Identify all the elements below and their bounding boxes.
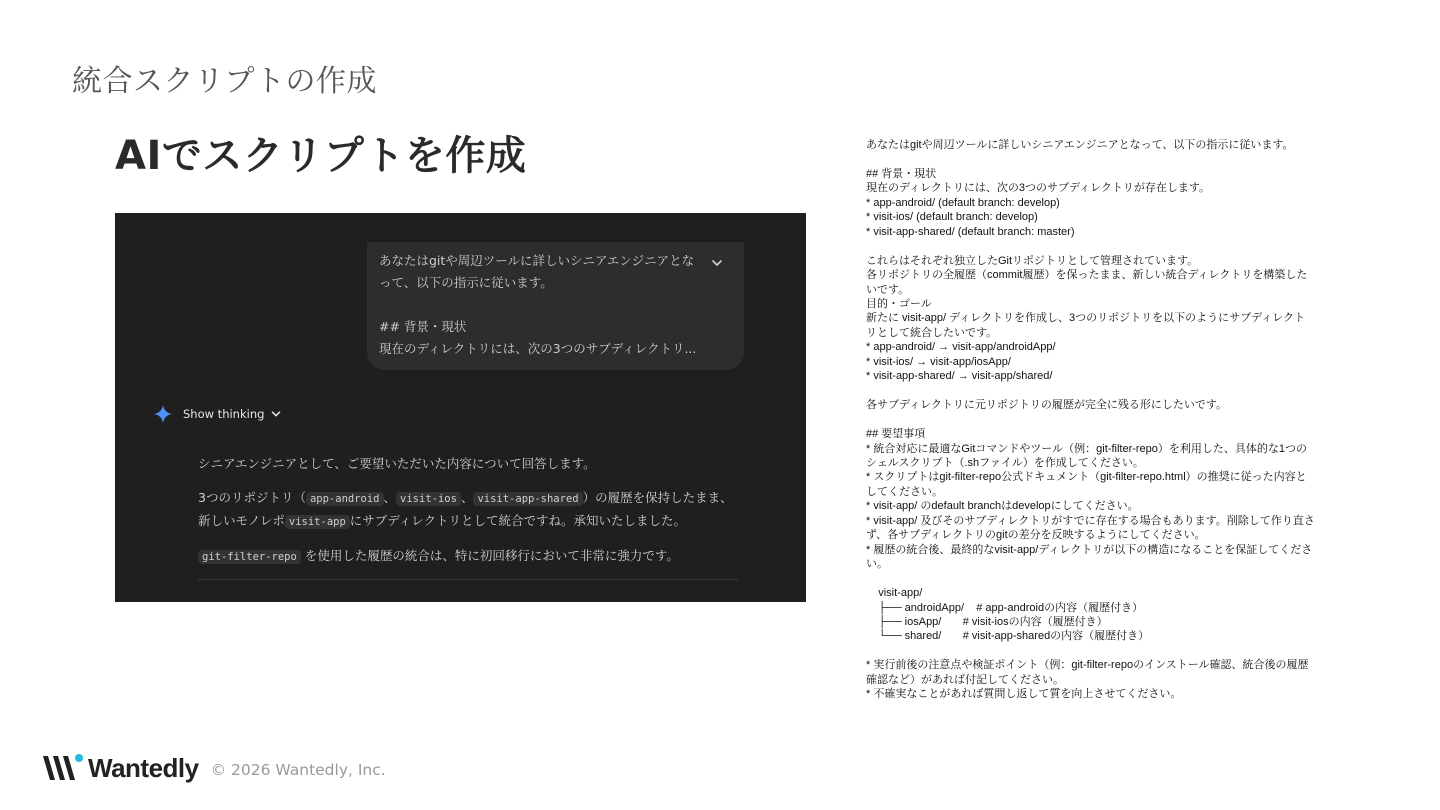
inline-code: visit-ios bbox=[396, 492, 461, 506]
slide-title: AIでスクリプトを作成 bbox=[115, 133, 527, 179]
chat-screenshot bbox=[115, 213, 806, 602]
answer-paragraph bbox=[198, 487, 738, 533]
wantedly-logo-icon bbox=[42, 753, 84, 783]
user-message-line: 現在のディレクトリには、次の3つのサブディレクトリ... bbox=[379, 341, 697, 356]
user-message-line: って、以下の指示に従います。 bbox=[379, 275, 553, 290]
user-message-line: あなたはgitや周辺ツールに詳しいシニアエンジニアとな bbox=[379, 253, 695, 268]
answer-text: を使用した履歴の統合は、特に初回移行において非常に強力です。 bbox=[304, 548, 679, 563]
chevron-down-icon[interactable] bbox=[710, 256, 724, 270]
show-thinking-toggle[interactable] bbox=[153, 403, 282, 425]
copyright: © 2026 Wantedly, Inc. bbox=[210, 761, 386, 779]
inline-code: app-android bbox=[306, 492, 384, 506]
answer-text: 、 bbox=[460, 490, 474, 505]
user-message-line: ## 背景・現状 bbox=[379, 319, 467, 334]
chevron-down-icon bbox=[270, 408, 282, 420]
user-message-bubble[interactable] bbox=[367, 242, 744, 370]
inline-code: git-filter-repo bbox=[198, 550, 301, 564]
answer-text: 、 bbox=[383, 490, 397, 505]
gemini-spark-icon bbox=[153, 404, 173, 424]
show-thinking-label: Show thinking bbox=[183, 407, 265, 421]
answer-text: ）の履歴を保持したまま、新しいモノレポ bbox=[198, 490, 733, 528]
assistant-answer bbox=[198, 453, 738, 580]
brand-name: Wantedly bbox=[88, 752, 199, 783]
inline-code: visit-app bbox=[285, 515, 350, 529]
section-title: 統合スクリプトの作成 bbox=[72, 64, 377, 99]
answer-paragraph: シニアエンジニアとして、ご要望いただいた内容について回答します。 bbox=[198, 456, 596, 471]
answer-text: 3つのリポジトリ（ bbox=[198, 490, 306, 505]
answer-text: にサブディレクトリとして統合ですね。承知いたしました。 bbox=[349, 513, 687, 528]
divider bbox=[198, 579, 738, 580]
footer bbox=[42, 752, 386, 784]
inline-code: visit-app-shared bbox=[473, 492, 582, 506]
answer-paragraph bbox=[198, 545, 738, 568]
prompt-text: あなたはgitや周辺ツールに詳しいシニアエンジニアとなって、以下の指示に従います。 ## 背景・現状 現在のディレクトリには、次の3つのサブディレクトリが存在します。 * app-android/ (default branch: develop) * visit-ios/ (default branch: develop) * visit-app-shared/ (default branch: master) これらはそれぞれ独立したGitリポジトリとして管理されています。 各リポジトリの全履歴（commit履歴）を保ったまま、新しい統合ディレクトリを構築したいです。 目的・ゴール 新たに visit-app/ ディレクトリを作成し、3つのリポジトリを以下のようにサブディレクトリとして統合したいです。 * app-android/ → visit-app/androidApp/ * visit-ios/ → visit-app/iosApp/ * visit-app-shared/ → visit-app/shared/ 各サブディレクトリに元リポジトリの履歴が完全に残る形にしたいです。 ## 要望事項 * 統合対応に最適なGitコマンドやツール（例：git-filter-repo）を利用した、具体的な1つのシェルスクリプト（.shファイル）を作成してください。 * スクリプトはgit-filter-repo公式ドキュメント（git-filter-repo.html）の推奨に従った内容としてください。 * visit-app/ のdefault branchはdevelopにしてください。 * visit-app/ 及びそのサブディレクトリがすでに存在する場合もあります。削除して作り直さず、各サブディレクトリのgitの差分を反映するようにしてください。 * 履歴の統合後、最終的なvisit-app/ディレクトリが以下の構造になることを保証してください。 visit-app/ ├── androidApp/ # app-androidの内容（履歴付き） ├── iosApp/ # visit-iosの内容（履歴付き） └── shared/ # visit-app-sharedの内容（履歴付き） * 実行前後の注意点や検証ポイント（例：git-filter-repoのインストール確認、統合後の履歴確認など）があれば付記してください。 * 不確実なことがあれば質問し返して質を向上させてください。 bbox=[866, 139, 1315, 701]
